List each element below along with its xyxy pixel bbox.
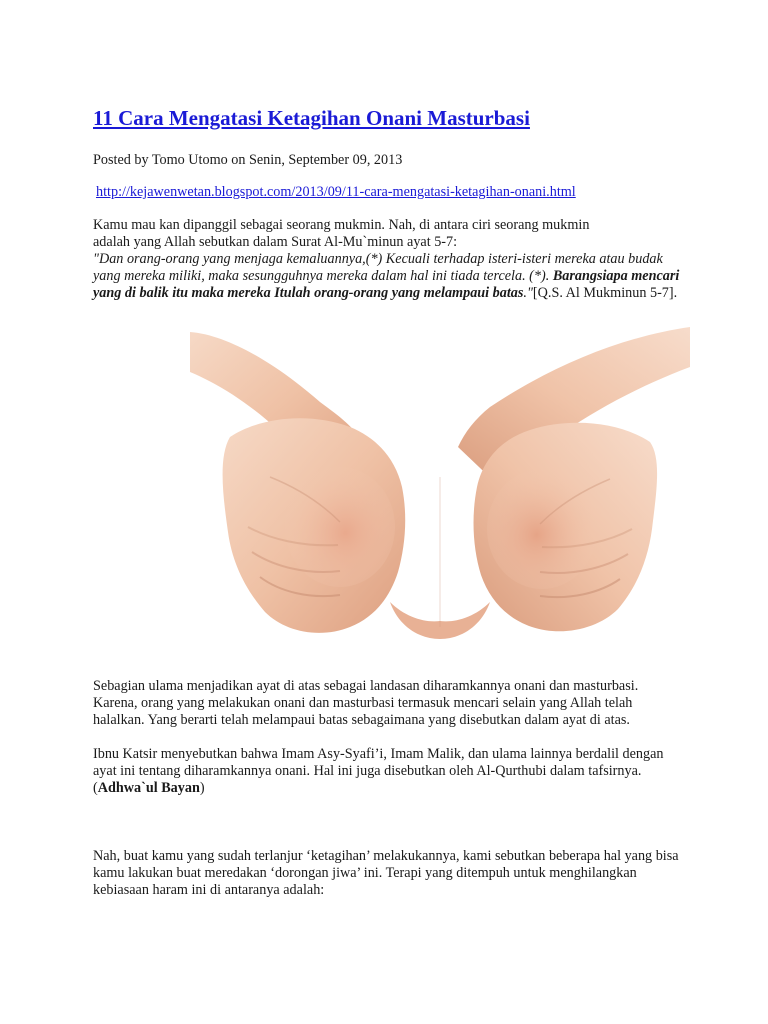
article-body xyxy=(93,678,683,899)
article-title-link[interactable]: 11 Cara Mengatasi Ketagihan Onani Masturbasi xyxy=(93,106,530,130)
paragraph-3-text: Ibnu Katsir menyebutkan bahwa Imam Asy-Syafi’i, Imam Malik, dan ulama lainnya berdalil dengan ayat ini tentang diharamkannya onani. Hal ini juga disebutkan oleh Al-Qurthubi dalam tafsirnya. ( xyxy=(93,746,664,796)
quran-quote-bold: Barangsiapa mencari yang di balik itu maka mereka Itulah orang-orang yang melampaui batas xyxy=(93,268,680,301)
article-title xyxy=(93,104,683,132)
paragraph-3 xyxy=(93,746,683,797)
cupped-hands-photo xyxy=(190,327,690,647)
quran-quote-italic: "Dan orang-orang yang menjaga kemaluannya,(*) Kecuali terhadap isteri-isteri mereka atau budak yang mereka miliki, maka sesungguhnya mereka dalam hal ini tiada tercela. (*). xyxy=(93,251,663,284)
article xyxy=(93,104,683,302)
intro-paragraph xyxy=(93,217,683,302)
adhwa-ul-bayan-ref: Adhwa`ul Bayan xyxy=(97,780,200,796)
post-meta: Posted by Tomo Utomo on Senin, September 09, 2013 xyxy=(93,152,403,168)
quran-quote-end: ." xyxy=(523,285,533,301)
source-link[interactable]: http://kejawenwetan.blogspot.com/2013/09/11-cara-mengatasi-ketagihan-onani.html xyxy=(96,184,576,200)
source-line xyxy=(96,184,683,201)
quran-citation: [Q.S. Al Mukminun 5-7]. xyxy=(532,285,678,301)
paragraph-4: Nah, buat kamu yang sudah terlanjur ‘ketagihan’ melakukannya, kami sebutkan beberapa hal yang bisa kamu lakukan buat meredakan ‘dorongan jiwa’ ini. Terapi yang ditempuh untuk menghilangkan kebiasaan haram ini di antaranya adalah: xyxy=(93,848,679,898)
intro-line-1: Kamu mau kan dipanggil sebagai seorang mukmin. Nah, di antara ciri seorang mukmin xyxy=(93,217,590,233)
intro-line-2: adalah yang Allah sebutkan dalam Surat Al-Mu`minun ayat 5-7: xyxy=(93,234,458,250)
paragraph-2: Sebagian ulama menjadikan ayat di atas sebagai landasan diharamkannya onani dan masturbasi. Karena, orang yang melakukan onani dan masturbasi termasuk mencari selain yang Allah telah halalkan. Yang berarti telah melampaui batas sebagaimana yang disebutkan dalam ayat di atas. xyxy=(93,678,639,728)
paragraph-3-close: ) xyxy=(199,780,205,796)
